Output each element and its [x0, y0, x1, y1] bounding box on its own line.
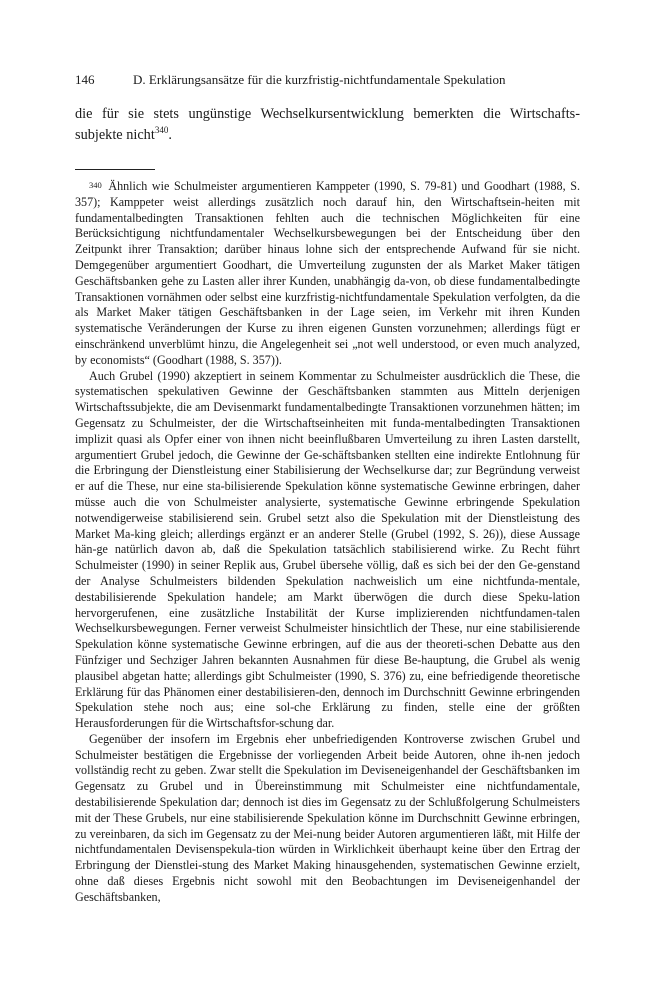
- page-number: 146: [75, 72, 95, 87]
- body-text-end: .: [168, 127, 172, 143]
- footnote-paragraph-2: Auch Grubel (1990) akzeptiert in seinem Kommentar zu Schulmeister ausdrücklich die These, die systematischen spekulativen Gewinne der Geschäftsbanken stammten aus Mitteln derjenigen Wirtschaftssubjekte, die am Devisenmarkt fundamentalbedingte Transaktionen vorzunehmen hätten; im Gegensatz zu Schulmeister, der die Wirtschaftseinheiten mit funda-mentalbedingten Transaktionen implizit quasi als Opfer einer von ihnen nicht beeinflußbaren Umverteilung zu ihren Lasten darstellt, argumentiert Grubel jedoch, die Gewinne der Ge-schäftsbanken stellten eine indirekte Entlohnung für die Erbringung der Dienstleistung einer Stabilisierung der Wechselkurse dar; zur Begründung verweist er auf die These, nur eine sta-bilisierende Spekulation könne systematische Gewinne erbringen, daher müsse auch die von Schulmeister analysierte, systematische Gewinne erbringende Spekulation notwendigerweise stabilisierend sein. Grubel setzt also die Spekulation mit der Dienstleistung des Market Ma-king gleich; allerdings ergänzt er an anderer Stelle (Grubel (1992, S. 26)), diese Aussage hän-ge natürlich davon ab, daß die Spekulation tatsächlich stabilisierend wirke. Zu Recht führt Schulmeister (1990) in seiner Replik aus, Grubel übersehe völlig, daß es sich bei der den Ge-genstand der Analyse Schulmeisters bildenden Spekulation nachweislich um eine nichtfunda-mentale, destabilisierende Spekulation handele; am Markt überwögen die durch diese Speku-lation hervorgerufenen, eine zusätzliche Instabilität der Kurse implizierenden nichtfundamen-talen Wechselkursbewegungen. Ferner verweist Schulmeister hinsichtlich der These, nur eine stabilisierende Spekulation könne systematische Gewinne erbringen, auf die aus der theoreti-schen Debatte aus den Fünfziger und Sechziger Jahren bekannten Ausnahmen für diese Be-hauptung, die Grubel als wenig plausibel abgetan hatte; allerdings gibt Schulmeister (1990, S. 376) zu, eine befriedigende theoretische Erklärung für das Phänomen einer destabilisieren-den, dennoch im Durchschnitt Gewinne erbringenden Spekulation stehe noch aus; eine sol-che Erklärung zu finden, stelle eine der größten Herausforderungen für die Wirtschaftsfor-schung dar.: [75, 368, 580, 731]
- footnote-divider: [75, 169, 155, 170]
- running-header: [75, 72, 580, 88]
- footnote-text-1: Ähnlich wie Schulmeister argumentieren Kamppeter (1990, S. 79-81) und Goodhart (1988, S. 357); Kamppeter weist allerdings zusätzlich noch darauf hin, den Wirtschaftsein-heiten mit fundamentalbedingten Transaktionen fehlten auch die technischen Möglichkeiten für eine Berücksichtigung nichtfundamentaler Wechselkursbewegungen bei der Entscheidung über den Zeitpunkt ihrer Transaktion; darüber hinaus lohne sich der entsprechende Aufwand für sie nicht. Demgegenüber argumentiert Goodhart, die Umverteilung zugunsten der als Market Maker tätigen Geschäftsbanken gehe zu Lasten aller ihrer Kunden, unabhängig da-von, ob diese fundamentalbedingte Transaktionen vornähmen oder selbst eine kurzfristig-nichtfundamentale Spekulation verfolgten, da die als Market Maker tätigen Geschäftsbanken in der Lage seien, im Verkehr mit ihren Kunden systematische Veränderungen der Kurse zu ihren eigenen Gunsten vorzunehmen; allerdings fügt er einschränkend unverblümt hinzu, die Angelegenheit sei „not well understood, or even much analyzed, by economists“ (Goodhart (1988, S. 357)).: [75, 179, 580, 367]
- footnote-reference: 340: [154, 125, 169, 136]
- footnote-number: 340: [89, 180, 102, 190]
- footnote-paragraph-3: Gegenüber der insofern im Ergebnis eher unbefriedigenden Kontroverse zwischen Grubel und Schulmeister bestätigen die Ergebnisse der vorliegenden Arbeit beide Autoren, ohne ih-nen jedoch vollständig recht zu geben. Zwar stellt die Spekulation im Deviseneigenhandel der Geschäftsbanken im Gegensatz zu Grubel und in Übereinstimmung mit Schulmeister eine nichtfundamentale, destabilisierende Spekulation dar; dennoch ist dies im Gegensatz zu der Schlußfolgerung Schulmeisters mit der These Grubels, nur eine stabilisierende Spekulation könne im Durchschnitt Gewinne erbringen, zu vereinbaren, da sich im Gegensatz zu der Mei-nung beider Autoren argumentieren läßt, mit Hilfe der nichtfundamentalen Devisenspekula-tion würden in Wirklichkeit überhaupt keine über den Ertrag der Erbringung der Dienstlei-stung des Market Making hinausgehenden, systematischen Gewinne erzielt, ohne daß dieses Ergebnis nicht sowohl mit den Beobachtungen im Deviseneigenhandel der Geschäftsbanken,: [75, 731, 580, 904]
- footnote-340: [75, 178, 580, 906]
- body-paragraph: [75, 104, 580, 146]
- footnote-paragraph-1: [75, 178, 580, 369]
- body-text: die für sie stets ungünstige Wechselkursentwicklung bemerkten die Wirtschafts-subjekte nicht: [75, 106, 580, 143]
- running-title: D. Erklärungsansätze für die kurzfristig-nichtfundamentale Spekulation: [133, 72, 506, 87]
